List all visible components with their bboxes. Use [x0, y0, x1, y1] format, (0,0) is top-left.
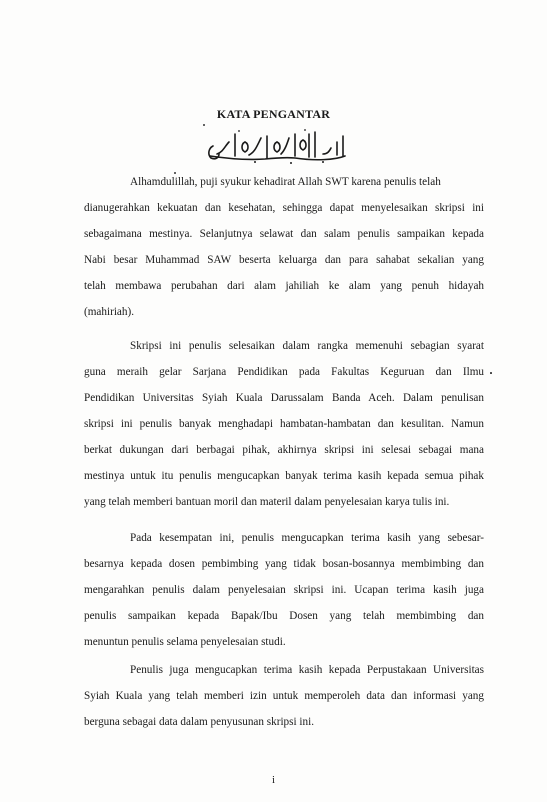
text-line: Nabi besar Muhammad SAW beserta keluarga dan para sahabat sekalian yang: [84, 254, 484, 266]
text-line: skripsi ini penulis banyak menghadapi hambatan-hambatan dan kesulitan. Namun: [84, 418, 484, 430]
scan-speck: [174, 172, 176, 174]
scan-speck: [490, 372, 492, 374]
text-line: Penulis juga mengucapkan terima kasih kepada Perpustakaan Universitas: [130, 664, 484, 676]
text-line: berkat dukungan dari berbagai pihak, akhirnya skripsi ini selesai sebagai mana: [84, 444, 484, 456]
text-line: mengarahkan penulis dalam penyelesaian skripsi ini. Ucapan terima kasih juga: [84, 584, 484, 596]
text-line: guna meraih gelar Sarjana Pendidikan pada Fakultas Keguruan dan Ilmu: [84, 366, 484, 378]
text-line: dianugerahkan kekuatan dan kesehatan, sehingga dapat menyelesaikan skripsi ini: [84, 202, 484, 214]
text-line: yang telah memberi bantuan moril dan materil dalam penyelesaian karya tulis ini.: [84, 496, 450, 508]
text-line: mestinya untuk itu penulis mengucapkan banyak terima kasih kepada semua pihak: [84, 470, 484, 482]
text-line: Pada kesempatan ini, penulis mengucapkan terima kasih yang sebesar-: [130, 532, 484, 544]
basmala-calligraphy: [195, 128, 355, 168]
text-line: berguna sebagai data dalam penyusunan skripsi ini.: [84, 716, 315, 728]
text-line: Pendidikan Universitas Syiah Kuala Darussalam Banda Aceh. Dalam penulisan: [84, 392, 484, 404]
text-line: Alhamdulillah, puji syukur kehadirat Allah SWT karena penulis telah: [130, 176, 441, 188]
scan-speck: [203, 124, 205, 126]
text-line: sebagaimana mestinya. Selanjutnya selawat dan salam penulis sampaikan kepada: [84, 228, 484, 240]
text-line: Syiah Kuala yang telah memberi izin untuk memperoleh data dan informasi yang: [84, 690, 484, 702]
page-title: KATA PENGANTAR: [216, 107, 331, 121]
text-line: menuntun penulis selama penyelesaian studi.: [84, 636, 286, 648]
text-line: besarnya kepada dosen pembimbing yang tidak bosan-bosannya membimbing dan: [84, 558, 484, 570]
page-number: i: [271, 774, 276, 786]
text-line: Skripsi ini penulis selesaikan dalam rangka memenuhi sebagian syarat: [130, 340, 484, 352]
text-line: telah membawa perubahan dari alam jahiliah ke alam yang penuh hidayah: [84, 280, 484, 292]
text-line: (mahiriah).: [84, 306, 135, 318]
text-line: penulis sampaikan kepada Bapak/Ibu Dosen yang telah membimbing dan: [84, 610, 484, 622]
